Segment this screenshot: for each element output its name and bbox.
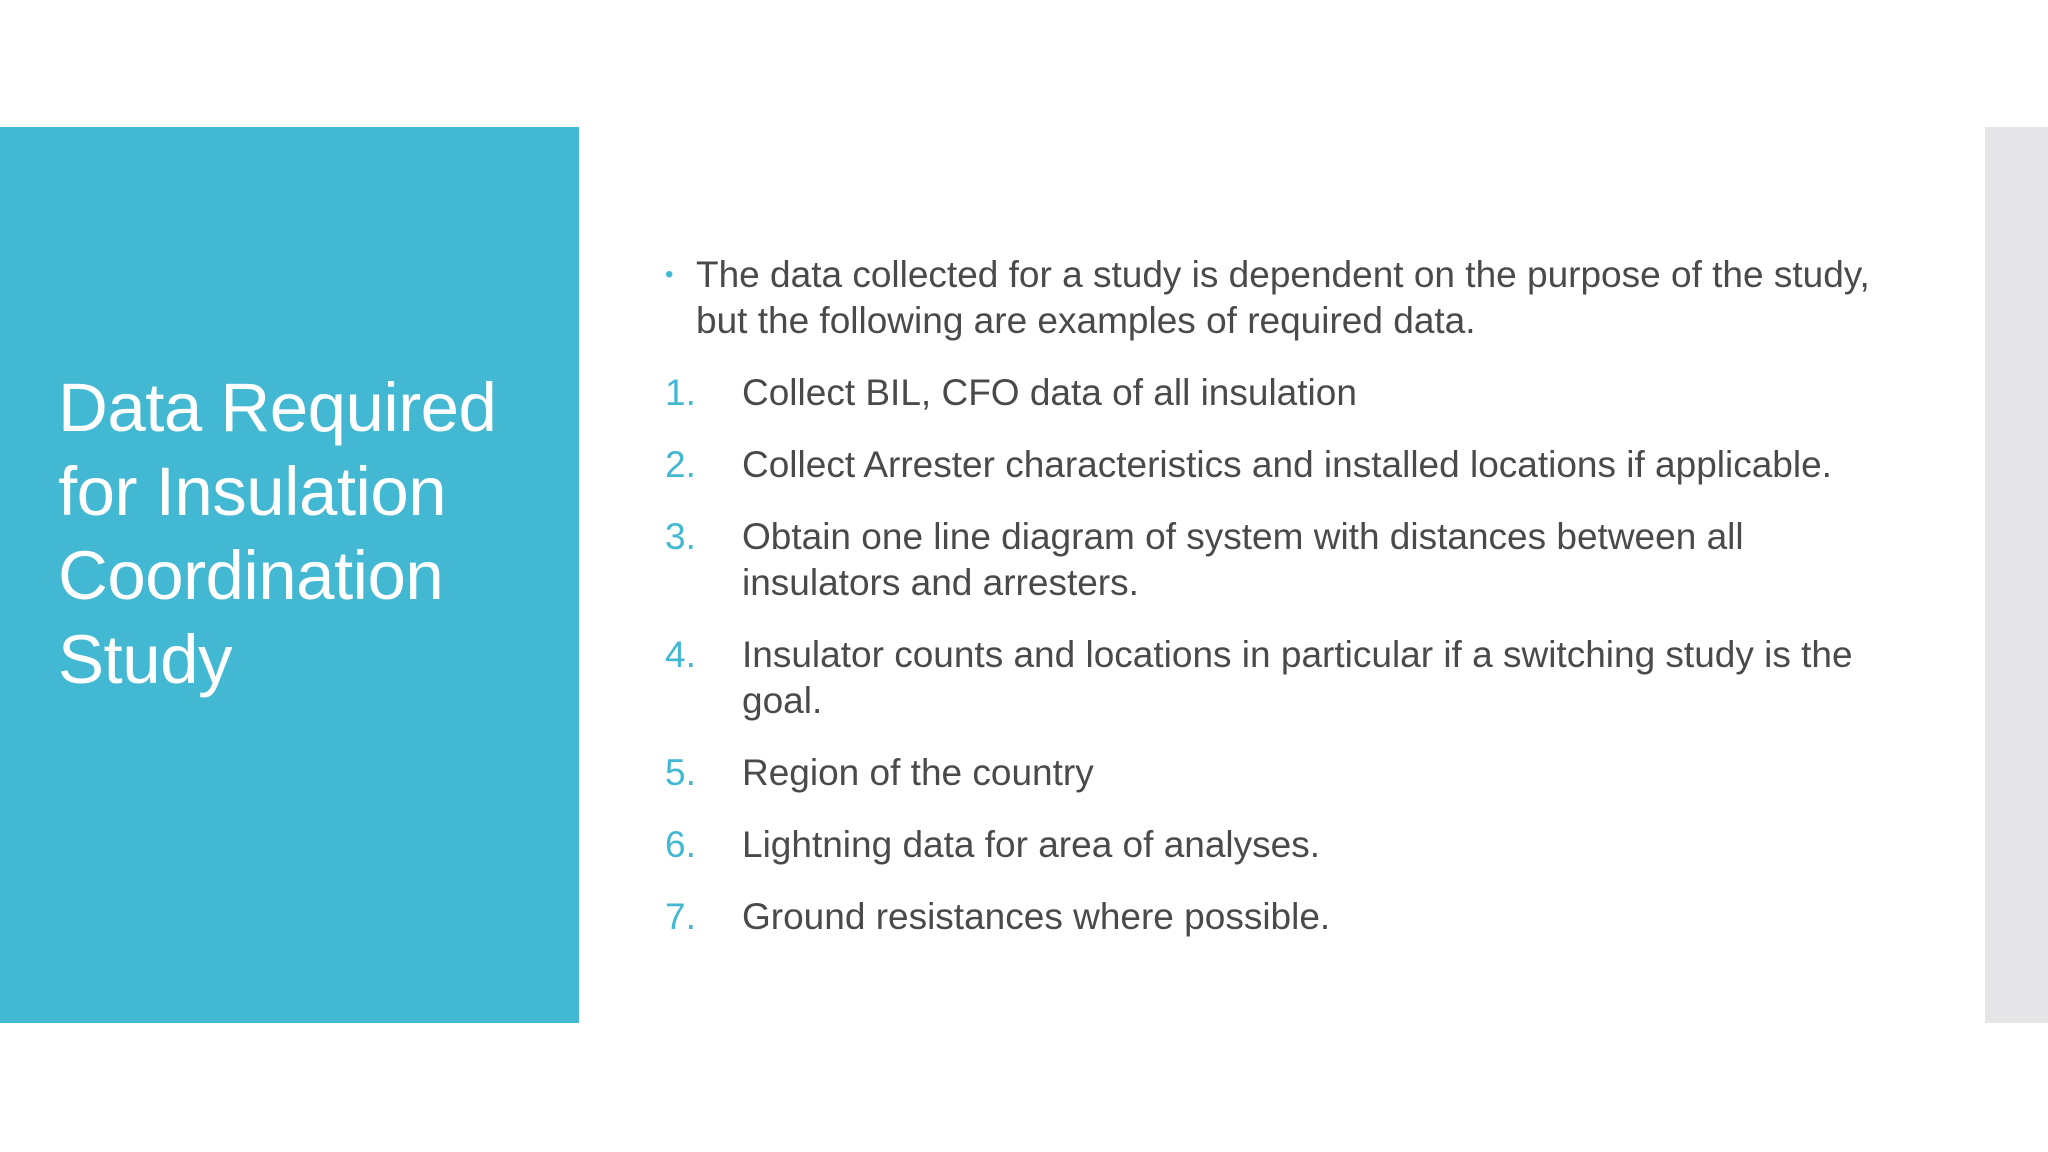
right-side-strip	[1985, 127, 2048, 1023]
list-item-number: 2.	[665, 444, 696, 485]
content-area	[662, 252, 1882, 966]
requirements-list	[662, 370, 1882, 940]
list-item-text: Lightning data for area of analyses.	[742, 824, 1320, 865]
list-item	[662, 442, 1882, 488]
list-item-number: 4.	[665, 634, 696, 675]
list-item	[662, 632, 1882, 724]
list-item-text: Insulator counts and locations in particular if a switching study is the goal.	[742, 634, 1853, 721]
list-item-text: Collect BIL, CFO data of all insulation	[742, 372, 1357, 413]
list-item-number: 1.	[665, 372, 696, 413]
list-item-text: Collect Arrester characteristics and installed locations if applicable.	[742, 444, 1832, 485]
intro-paragraph	[662, 252, 1882, 344]
intro-text: The data collected for a study is dependent on the purpose of the study, but the following are examples of required data.	[696, 254, 1870, 341]
list-item-text: Region of the country	[742, 752, 1094, 793]
bullet-icon: •	[665, 261, 674, 288]
list-item-number: 3.	[665, 516, 696, 557]
list-item	[662, 822, 1882, 868]
list-item	[662, 370, 1882, 416]
list-item-number: 7.	[665, 896, 696, 937]
list-item	[662, 894, 1882, 940]
list-item-number: 5.	[665, 752, 696, 793]
list-item	[662, 750, 1882, 796]
list-item-number: 6.	[665, 824, 696, 865]
list-item-text: Ground resistances where possible.	[742, 896, 1331, 937]
list-item	[662, 514, 1882, 606]
slide-title: Data Required for Insulation Coordination Study	[58, 369, 497, 698]
list-item-text: Obtain one line diagram of system with distances between all insulators and arresters.	[742, 516, 1744, 603]
